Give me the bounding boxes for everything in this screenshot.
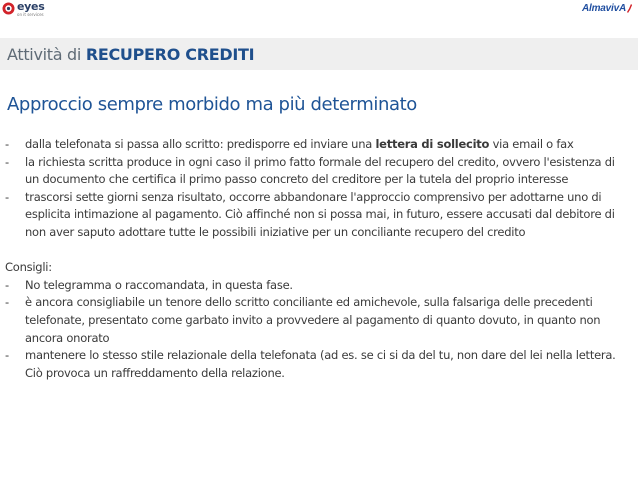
bullet-text: la richiesta scritta produce in ogni caso il primo fatto formale del recupero del credito, ovvero l'esistenza di un documento che certifica il primo passo concreto del creditore per la tutela del proprio interesse: [25, 154, 615, 187]
bullet-marker: -: [5, 137, 9, 151]
eyes-logo-wordmark: eyes: [17, 0, 45, 13]
eyes-logo-icon: [2, 2, 15, 15]
eyes-logo-tagline: on it services: [17, 12, 44, 17]
almaviva-logo-wordmark: AlmavivA: [582, 3, 626, 14]
advice-text: mantenere lo stesso stile relazionale della telefonata (ad es. se ci si da del tu, non dare del lei nella lettera. Ciò provoca un raffreddamento della relazione.: [25, 348, 616, 380]
bullet-item: [5, 154, 630, 189]
header-bar: [0, 0, 638, 22]
body-text: [5, 136, 630, 382]
bullet-text: trascorsi sette giorni senza risultato, occorre abbandonare l'approccio comprensivo per adottarne uno di esplicita intimazione al pagamento. Ciò affinché non si possa mai, in futuro, essere accusati dal debitore di non aver saputo adottare tutte le possibili iniziative per un conciliante recupero del credito: [25, 189, 615, 239]
bullet-marker: -: [5, 348, 9, 363]
advice-item: [5, 347, 630, 382]
eyes-logo: [2, 1, 44, 17]
advice-heading: Consigli:: [5, 260, 52, 275]
advice-text: è ancora consigliabile un tenore dello scritto conciliante ed amichevole, sulla falsariga delle precedenti telefonate, presentato come garbato invito a provvedere al pagamento di quanto dovuto, in quanto non ancora onorato: [25, 295, 601, 345]
spacer: [5, 242, 630, 260]
page-title: [7, 45, 254, 64]
page-title-prefix: Attività di: [7, 44, 82, 64]
title-band: [0, 38, 638, 70]
bullet-text: dalla telefonata si passa allo scritto: predisporre ed inviare una lettera di sollecito via email o fax: [25, 137, 574, 151]
page-title-highlight: RECUPERO CREDITI: [85, 44, 255, 64]
bullet-marker: -: [5, 189, 9, 204]
advice-item: [5, 294, 630, 347]
bullet-marker: -: [5, 154, 9, 169]
bullet-marker: -: [5, 295, 9, 310]
bullet-item: [5, 189, 630, 242]
bold-phrase: lettera di sollecito: [375, 137, 490, 151]
bullet-marker: -: [5, 277, 9, 292]
advice-item: [5, 277, 630, 295]
almaviva-swoosh-icon: [627, 4, 632, 13]
advice-text: No telegramma o raccomandata, in questa fase.: [25, 277, 293, 292]
bullet-item: [5, 136, 630, 154]
section-subtitle: Approccio sempre morbido ma più determinato: [7, 94, 417, 115]
almaviva-logo: [582, 3, 632, 14]
